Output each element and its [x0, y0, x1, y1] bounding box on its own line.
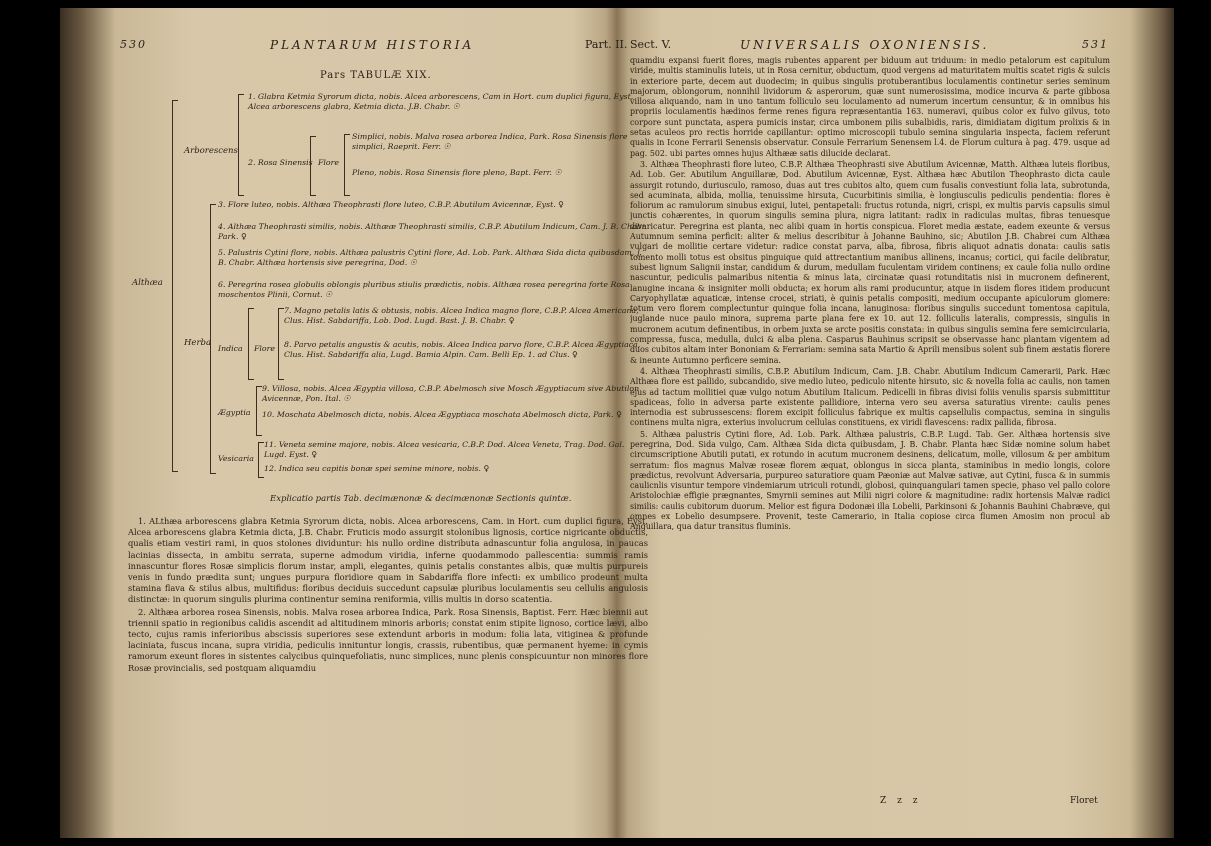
right-running-title: UNIVERSALIS OXONIENSIS. [740, 38, 990, 52]
herba-label: Herba [184, 338, 212, 348]
table-item-3: 3. Flore luteo, nobis. Althæa Theophrasti flore luteo, C.B.P. Abutilum Avicennæ, Eyst. ♀ [218, 200, 564, 209]
table-item-10: 10. Moschata Abelmosch dicta, nobis. Alcea Ægyptiaca moschata Abelmosch dicta, Park. ♀ [262, 410, 622, 419]
rosa-brace [310, 136, 316, 196]
right-paragraph-5: 5. Althæa palustris Cytini flore, Ad. Lob. Park. Althæa palustris, C.B.P. Lugd. Tab. Ger. Althæa hortensis sive peregrina, Dod. Sida vulgo, Cam. Althæa Sida dicta quibusdam, J. B. Chabr. Planta hæc Sidæ nomine solum habet circumscriptione Abutili putati, ex rotundo in acutum mucronem desinens, delicatum, molle, villosum & per ambitum serratum: flos magnus Malvæ roseæ florem æquat, oblongus in sicca planta, staminibus in medio longis, colore prædictus, revolvunt Adversaria, purpureo saturatiore quam Pæoniæ aut Malvæ sativæ, aut Cytini, fusca & in summis caulicnlis visuntur tempore vindemiarum utriculi rotundi, globosi, quinquangulari tamen specie, phaso vel pallo colore Aristolochiæ effigie prægnantes, Smyrnii semines aut Milii nigri colore & magnitudine: radix hortensis Malvæ radici similis: caulis cubitorum duorum. Melior est figura Dodonæi illa Lobelii, Parkinsoni & Johannis Bauhini Chabræve, qui omnes ex Lobelio desumpsere. Provenit, teste Camerario, in Italia copiose circa flumen Amosim non procul ab Anguillara, qua datur transitus fluminis. [630, 429, 1110, 532]
table-item-12: 12. Indica seu capitis bonæ spei semine minore, nobis. ♀ [264, 464, 490, 473]
left-body-text [128, 516, 648, 675]
explicatio-heading: Explicatio partis Tab. decimænonæ & decimænonæ Sectionis quintæ. [270, 494, 572, 504]
indica-label: Indica [218, 344, 243, 353]
table-item-2a: Simplici, nobis. Malva rosea arborea Indica, Park. Rosa Sinensis flore simplici, Raeprit. Ferr. ☉ [352, 132, 628, 151]
open-book [60, 8, 1174, 838]
flore-label-2: Flore [254, 344, 275, 353]
left-page [120, 8, 660, 838]
table-item-7: 7. Magno petalis latis & obtusis, nobis. Alcea Indica magno flore, C.B.P. Alcea Americana, Clus. Hist. Sabdariffa, Lob. Dod. Lugd. Bast. J. B. Chabr. ♀ [284, 306, 639, 325]
flore-label-1: Flore [318, 158, 339, 167]
table-item-1: 1. Glabra Ketmia Syrorum dicta, nobis. Alcea arborescens, Cam in Hort. cum duplici figura, Eyst. Alcea arborescens glabra, Ketmia dicta. J.B. Chabr. ☉ [248, 92, 634, 111]
right-page [630, 8, 1114, 838]
root-brace [172, 100, 178, 472]
right-paragraph-4: 4. Althæa Theophrasti similis, C.B.P. Abutilum Indicum, Cam. J.B. Chabr. Abutilum Indicum Camerarii, Park. Hæc Althæa flore est pallido, subcandido, sive medio luteo, pediculo nitente hirsuto, sic & novella folia ac caulis, non tamen ejus ad tactum mollitiei quæ vulgo notum Abutilum Italicum. Pedicelli in fibras divisi foliis venulis sparsis submittitur spadiceas, folio in adversa parte existente pallidiore, interna vero seu aversa saturatius virente: caulis penes internodia est subrussescens: florem excipit folliculus fabrique ex multis capsellulis compactus, semina in singulis continens multa nigra, exterius involucrum cellulas constituens, ex viridi flavescens: radix pallida, fibrosa. [630, 366, 1110, 428]
table-item-2: 2. Rosa Sinensis [248, 158, 313, 167]
left-running-title: PLANTARUM HISTORIA [270, 38, 475, 52]
vesicaria-label: Vesicaria [218, 454, 254, 463]
table-item-8: 8. Parvo petalis angustis & acutis, nobis. Alcea Indica parvo flore, C.B.P. Alcea Ægyptiaca, Clus. Hist. Sabdariffa alia, Lugd. Bamia Alpin. Cam. Belli Ep. 1. ad Clus. ♀ [284, 340, 641, 359]
table-item-2b: Pleno, nobis. Rosa Sinensis flore pleno, Bapt. Ferr. ☉ [352, 168, 562, 177]
herba-brace [210, 204, 216, 474]
table-item-6: 6. Peregrina rosea globulis oblongis pluribus stiulis prædictis, nobis. Althæa rosea peregrina forte Rosa moschentos Plinii, Cornut. ☉ [218, 280, 630, 299]
right-paragraph-1: quamdiu expansi fuerit flores, magis rubentes apparent per biduum aut triduum: in medio petalorum est capitulum viride, multis staminulis luteis, ut in Rosa cernitur, obductum, quod vergens ad maturitatem multis scatet rigis & sulcis in exteriore parte, decem aut duodecim; in quibus singulis protuberantibus loculamentis continetur series seminum majorum, oblongorum, nonnihil lividorum & asperorum, quæ sunt numerosissima, modice incurva & parte gibbosa villosa aliquando, nam in uno tantum folliculo seu loculamento ad numerum incertum censuntur, & in omnibus his propriis loculamentis hædinos ferme renes figura repræsentantia 163. numeravi, quibus color ex fulvo gilvus, toto corpore sunt punctata, aspera pumicis instar, circa umbonem pilis subalbidis, raris, dimidiatam digitum prolixis & in setas aculeos pro rectis horride capillantur: optimo microscopii tubulo semina singularia inspecta, faciem referunt qualis in Icone Ferrarii Senensis observatur. Consule Ferrarium Senensem l.4. de Florum cultura à pag. 479. usque ad pag. 502. ubi partes omnes hujus Althææ satis dilucide declarat. [630, 56, 1110, 158]
table-item-4: 4. Althæa Theophrasti similis, nobis. Althææ Theophrasti similis, C.B.P. Abutilum Indicum, Cam. J. B. Chabr. Park. ♀ [218, 222, 648, 241]
left-paragraph-1: 1. ALthæa arborescens glabra Ketmia Syrorum dicta, nobis. Alcea arborescens, Cam. in Hort. cum duplici figura, Eyst. Alcea arborescens glabra Ketmia dicta, J.B. Chabr. Fruticis modo assurgit stolonibus lignosis, cortice nigricante obductis, qualis etiam vestiri rami, in quos stolones dividuntur: his nullo ordine distributa adnascuntur folia angulosa, in paucas lacinias dissecta, in ambitu serrata, superne admodum viridia, inferne quodammodo pallescentia: summis ramis innascuntur flores Rosæ simplicis florum instar, ampli, elegantes, quinis petalis constantes albis, quæ multis purpureis venis in fundo prædita sunt; ungues purpura floridiore quam in Sabdariffa flore infecti: ex umbilico prodeunt multa stamina flava & stilus albus, multifidus: floribus deciduis succedunt capsulæ pluribus loculamentis seu cellulis angulosis distinctæ: in quorum singulis plurima continentur semina reniformia, villis multis in dorso scatentia. [128, 516, 648, 605]
table-title: Pars TABULÆ XIX. [320, 70, 432, 81]
left-part: Part. II. [585, 38, 628, 51]
right-paragraph-3: 3. Althæa Theophrasti flore luteo, C.B.P. Althæa Theophrasti sive Abutilum Avicennæ, Matth. Althæa luteis floribus, Ad. Lob. Ger. Abutilum Anguillaræ, Dod. Abutilum Avicennæ, Eyst. Althæa hæc Abutilon Theophrasto dicta caule assurgit rotundo, duriusculo, ramoso, duas aut tres cubitos alto, quem cum fusalis convestiunt folia lata, subrotunda, sed acuminata, albida, mollia, tenuissime hirsuta, Cucurbitinis similia, è longiusculis pediculis pendentia: flores è foliorum ac ramulorum sinubus exigui, lutei, pentapetali: fructus rotunda, nigri, crispi, ex multis parvis capsulis simul junctis cohærentes, in quorum singulis semina plura, nigra latitant: radix in radiculas multas, fibras tenuesque divaricatur. Peregrina est planta, nec alibi quam in hortis conspicua. Floret media æstate, eadem exeunte & versus Autumnum semina perficit: aliter & melius describitur à Johanne Bauhino, sic; Abutilon J.B. Chabrei cum Althæa vulgari de mollitie certare videtur: radice constat parva, alba, fibrosa, fibris aliquot adnatis donata: caulis satis tomento molli totus est obsitus pinguique quid attrectantium manibus allinens, incanus; cortici, qui facile delibratur, subest lignum Salignii instar, candidum & durum, medullam fuculentam viridem continens; ex caule folia nullo ordine nascuntur, pediculis palmaribus nitentia & minus lata, circinatæ quasi rotunditatis nisi in mucronem definerent, lanugine incana & insigniter molli obducta; ex horum alis rami producuntur, atque in iisdem flores itidem producunt Caryophyllatæ aquaticæ, intense crocei, striati, è quinis petalis compositi, medium occupante apiculorum glomere: totum vero florem complectuntur quinque folia incana, lanuginosa: floribus singulis succedunt tomentosa capitula, juglande nuce paulo minora, suprema parte plana fere ex 10. aut 12. folliculis lateralis, compressis, singulis in mucronem acutum definentibus, in orbem juxta se arcte positis constata: in quibus singulis semina fere semicircularia, compressa, fusca, medulla, dulci & alba plena. Casparus Bauhinus scripsit se observasse hanc plantam vigentem ad duos cubitos altam inter Bononiam & Ferrariam: semina sata Martio & Aprili mensibus solent sub finem æstatis florere & ineunte Autumno perficere semina. [630, 159, 1110, 365]
table-item-9: 9. Villosa, nobis. Alcea Ægyptia villosa, C.B.P. Abelmosch sive Mosch Ægyptiacum sive Abutilon Avicennæ, Pon. Ital. ☉ [262, 384, 640, 403]
table-root-label: Althæa [132, 278, 163, 288]
table-item-11: 11. Veneta semine majore, nobis. Alcea vesicaria, C.B.P. Dod. Alcea Veneta, Trag. Dod. Gal. Lugd. Eyst. ♀ [264, 440, 625, 459]
right-body-text [630, 56, 1110, 534]
right-page-number: 531 [1082, 38, 1109, 51]
signature-mark: Z z z [880, 796, 922, 806]
arborescens-label: Arborescens [184, 146, 238, 156]
left-paragraph-2: 2. Althæa arborea rosea Sinensis, nobis. Malva rosea arborea Indica, Park. Rosa Sinensis, Baptist. Ferr. Hæc biennii aut triennii spatio in regionibus calidis ascendit ad altitudinem minoris arboris; constat enim stipite lignoso, cortice lævi, albo tecto, cujus ramis inferioribus abscissis superiores sese extendunt arboris in modum: folia lata, vitiginea & profunde laciniata, fuscus incana, supra viridia, pediculis innituntur longis, crassis, rubentibus, quæ permanent hyeme: in cymis ramorum exeunt flores in sistentes calycibus quinquefoliatis, nunc simplices, nunc plenis conspicuuntur non minores flore Rosæ provincialis, sed postquam aliquamdiu [128, 606, 648, 673]
aegyptia-label: Ægyptia [218, 408, 251, 417]
catchword: Floret [1070, 796, 1098, 806]
left-page-number: 530 [120, 38, 147, 51]
table-item-5: 5. Palustris Cytini flore, nobis. Althæa palustris Cytini flore, Ad. Lob. Park. Althæa Sida dicta quibusdam, J. B. Chabr. Althæa hortensis sive peregrina, Dod. ☉ [218, 248, 642, 267]
right-section: Sect. V. [630, 38, 672, 51]
flore-brace-1 [344, 134, 350, 196]
arborescens-brace [238, 94, 244, 196]
